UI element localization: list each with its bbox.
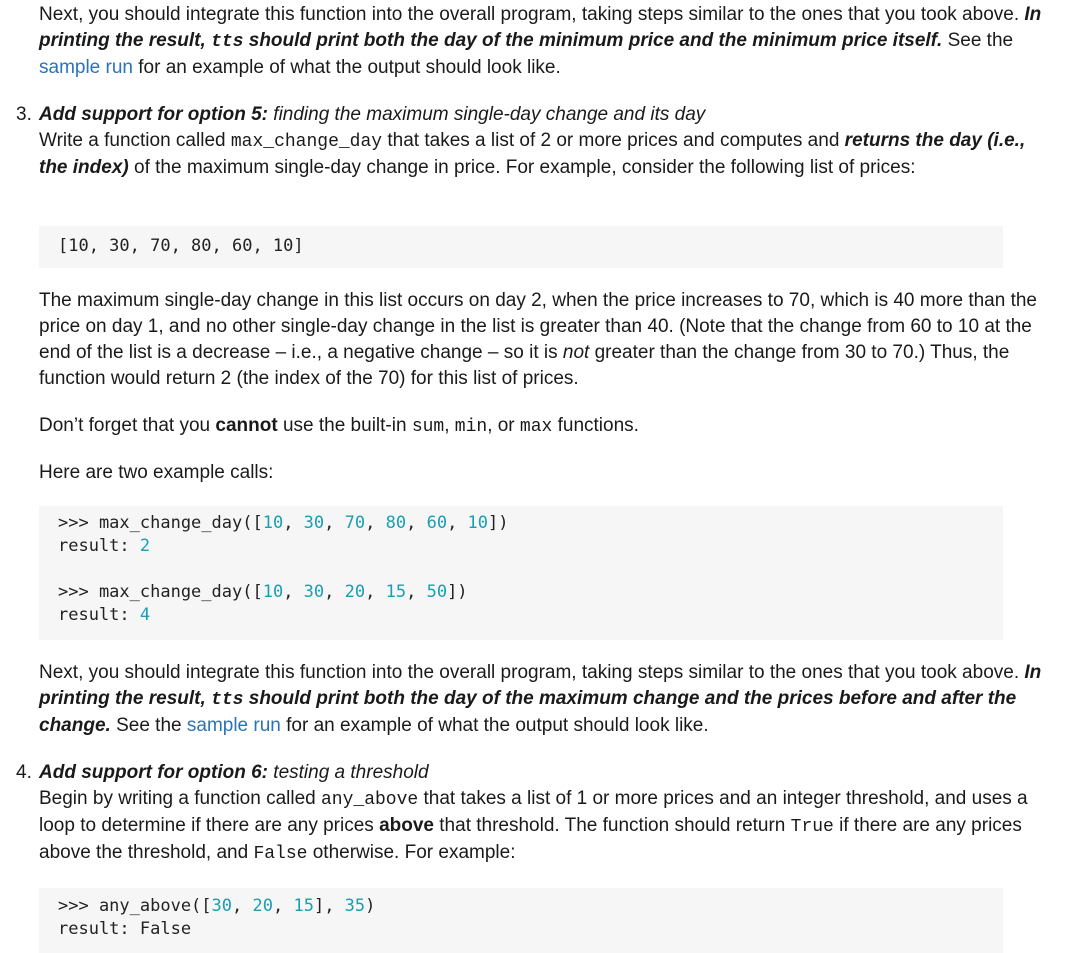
item-4-heading <box>39 760 1049 786</box>
max-code: max <box>519 417 553 437</box>
intro-paragraph: Next, you should integrate this function into the overall program, taking steps similar to the ones that you took above. In printing the result, tts should print both the day of the minimum price and the minimum price itself. See the sample run for an example of what the output should look like. <box>39 4 1042 78</box>
item-3-integrate-paragraph: Next, you should integrate this function into the overall program, taking steps similar to the ones that you took above. In printing the result, tts should print both the day of the maximum change and the prices before and after the change. See the sample run for an example of what the output should look like. <box>39 662 1042 736</box>
item-3-description: Write a function called max_change_day that takes a list of 2 or more prices and computes and returns the day (i.e., the index) of the maximum single-day change in price. For example, consider the following list of prices: <box>39 130 1026 178</box>
call-1-line: >>> max_change_day([10, 30, 70, 80, 60, 10]) <box>58 513 509 533</box>
sample-run-link[interactable]: sample run <box>39 57 133 78</box>
intro-emphasis: In printing the result, tts should print both the day of the minimum price and the minimum price itself. <box>39 4 1042 52</box>
min-code: min <box>454 417 488 437</box>
returns-day-emphasis: returns the day (i.e., the index) <box>39 130 1026 178</box>
item-3-heading <box>39 102 1049 128</box>
tts-code: tts <box>211 32 244 52</box>
example-calls-codeblock <box>39 506 1003 640</box>
any-above-code: any_above <box>321 790 419 810</box>
builtin-warning: Don’t forget that you cannot use the built-in sum, min, or max functions. <box>39 415 639 437</box>
item-3-number: 3. <box>16 104 32 125</box>
item-3-heading-bold: Add support for option 5: <box>39 104 269 125</box>
any-above-codeblock <box>39 888 1003 953</box>
prices-example-code: [10, 30, 70, 80, 60, 10] <box>58 236 304 256</box>
cannot-emphasis: cannot <box>215 415 278 436</box>
max-change-day-code: max_change_day <box>230 132 383 152</box>
true-code: True <box>790 817 834 837</box>
call-2-line: >>> max_change_day([10, 30, 20, 15, 50]) <box>58 582 468 602</box>
any-above-result-line: result: False <box>58 919 192 939</box>
item-3-heading-rest: finding the maximum single-day change and its day <box>268 104 706 125</box>
item-3-integrate-emphasis: In printing the result, tts should print both the day of the maximum change and the prices before and after the change. <box>39 662 1042 736</box>
tts-code: tts <box>211 690 244 710</box>
intro-text: Next, you should integrate this function into the overall program, taking steps similar to the ones that you took above. <box>39 4 1025 25</box>
not-emphasis: not <box>562 342 590 363</box>
false-code: False <box>253 844 308 864</box>
example-calls-intro: Here are two example calls: <box>39 462 274 483</box>
call-1-result-line: result: 2 <box>58 536 151 556</box>
item-4-heading-bold: Add support for option 6: <box>39 762 269 783</box>
item-4-heading-rest: testing a threshold <box>268 762 429 783</box>
sample-run-link[interactable]: sample run <box>186 715 281 736</box>
item-4-description: Begin by writing a function called any_above that takes a list of 1 or more prices and an integer threshold, and uses a loop to determine if there are any prices above that threshold. The function should return True if there are any prices above the threshold, and False otherwise. For example: <box>39 788 1028 864</box>
any-above-call-line: >>> any_above([30, 20, 15], 35) <box>58 896 376 916</box>
sum-code: sum <box>411 417 445 437</box>
item-4-number: 4. <box>16 762 32 783</box>
item-3-explanation: The maximum single-day change in this list occurs on day 2, when the price increases to 70, which is 40 more than the price on day 1, and no other single-day change in the list is greater than 40. (Note that the change from 60 to 10 at the end of the list is a decrease – i.e., a negative change – so it is not greater than the change from 30 to 70.) Thus, the function would return 2 (the index of the 70) for this list of prices. <box>39 290 1038 389</box>
call-2-result-line: result: 4 <box>58 605 151 625</box>
above-emphasis: above <box>379 815 434 836</box>
prices-example-codeblock <box>39 226 1003 268</box>
